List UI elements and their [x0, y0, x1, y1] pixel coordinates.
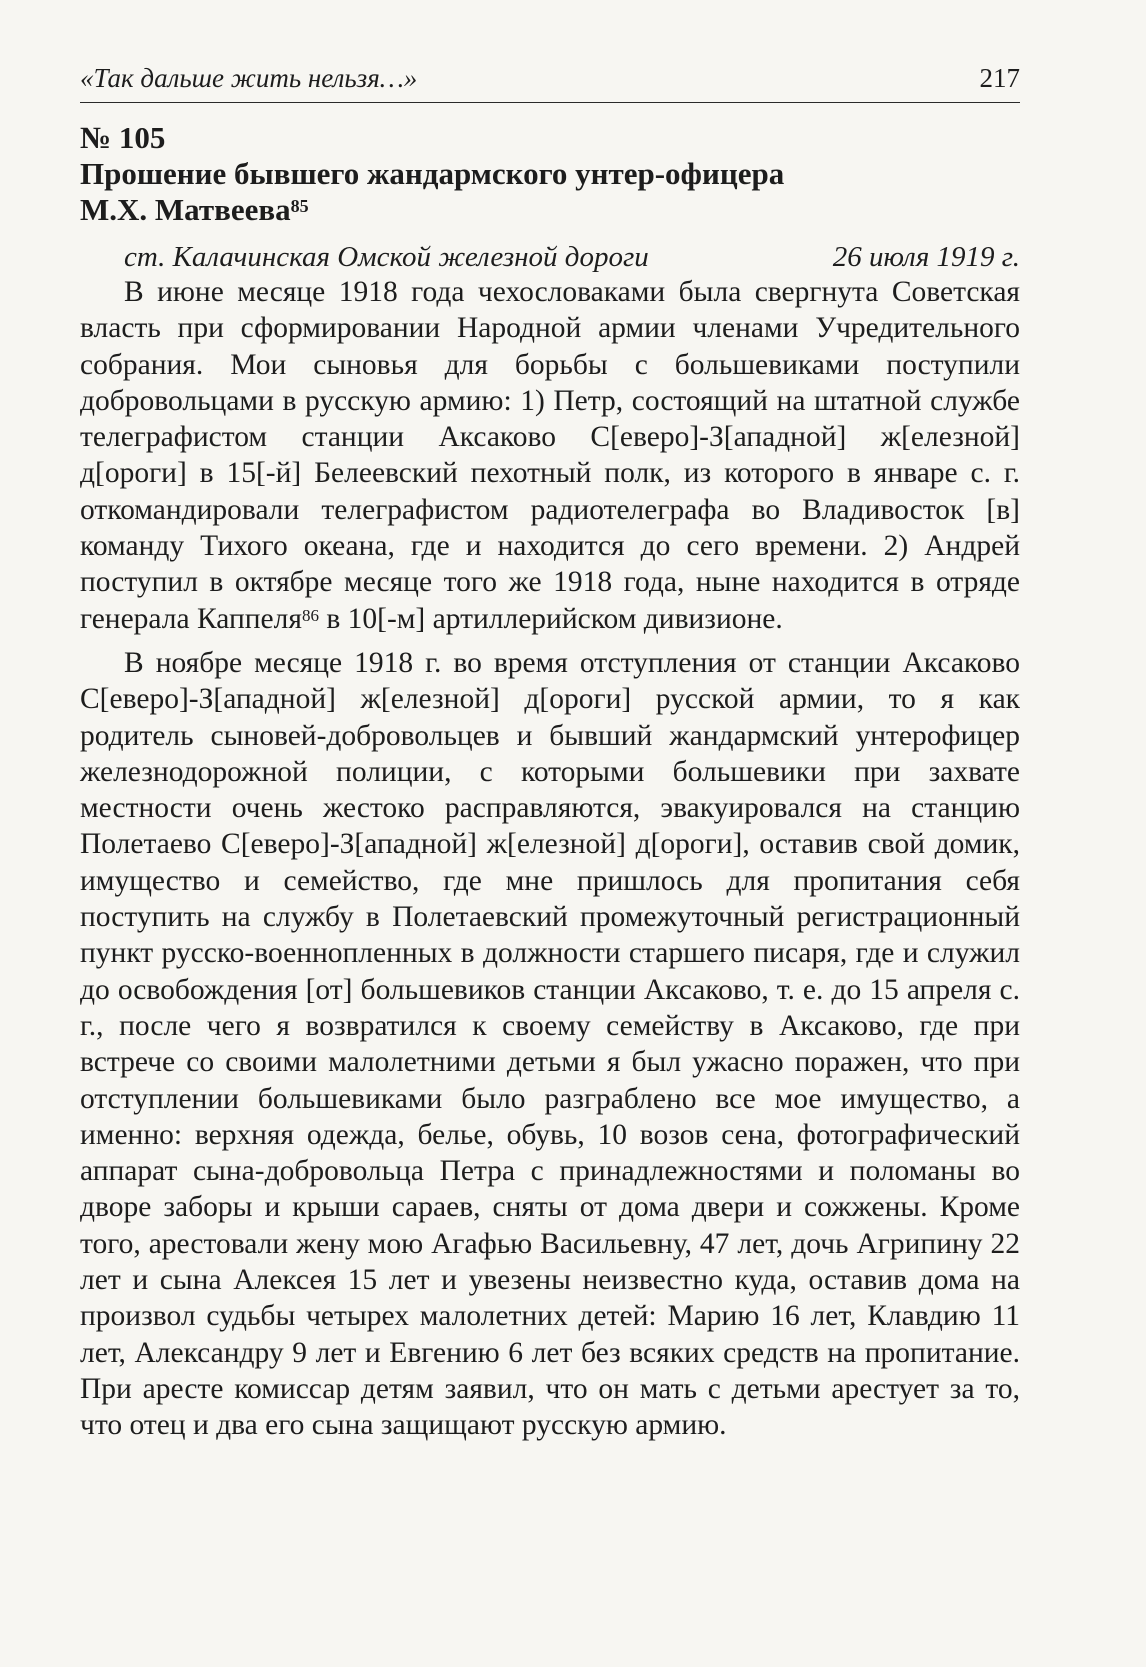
footnote-ref-86: 86	[301, 605, 319, 625]
document-body	[80, 274, 1020, 1444]
document-number: № 105	[80, 120, 166, 155]
paragraph-2: В ноябре месяце 1918 г. во время отступления от станции Аксаково С[еверо]-З[ападной] ж[елезной] д[ороги] русской армии, то я как родитель сыновей-добровольцев и бывший жандармский унтерофицер железнодорожной полиции, с которыми большевики при захвате местности очень жестоко расправляются, эвакуировался на станцию Полетаево С[еверо]-З[ападной] ж[елезной] д[ороги], оставив свой домик, имущество и семейство, где мне пришлось для пропитания себя поступить на службу в Полетаевский промежуточный регистрационный пункт русско-военнопленных в должности старшего писаря, где и служил до освобождения [от] большевиков станции Аксаково, т. е. до 15 апреля с. г., после чего я возвратился к своему семейству в Аксаково, где при встрече со своими малолетними детьми я был ужасно поражен, что при отступлении большевиками было разграблено все мое имущество, а именно: верхняя одежда, белье, обувь, 10 возов сена, фотографический аппарат сына-добровольца Петра с принадлежностями и поломаны во дворе заборы и крыши сараев, сняты от дома двери и сожжены. Кроме того, арестовали жену мою Агафью Васильевну, 47 лет, дочь Агрипину 22 лет и сына Алексея 15 лет и увезены неизвестно куда, оставив дома на произвол судьбы четырех малолетних детей: Марию 16 лет, Клавдию 11 лет, Александру 9 лет и Евгению 6 лет без всяких средств на пропитание. При аресте комиссар детям заявил, что он мать с детьми арестует за то, что отец и два его сына защищают русскую армию.	[80, 646, 1020, 1442]
running-header	[80, 62, 1020, 103]
document-title-name: М.Х. Матвеева	[80, 192, 291, 227]
footnote-ref-85: 85	[290, 196, 309, 216]
document-place: ст. Калачинская Омской железной дороги	[124, 241, 649, 273]
document-heading	[80, 120, 1020, 228]
dateline	[124, 240, 1020, 274]
document-date: 26 июля 1919 г.	[832, 241, 1020, 273]
paragraph-1	[80, 274, 1020, 637]
running-title: «Так дальше жить нельзя…»	[80, 63, 418, 93]
document-title-line2	[80, 192, 1020, 228]
paragraph-1-text: В июне месяце 1918 года чехословаками была свергнута Советская власть при сформировании Народной армии членами Учредительного собрания. Мои сыновья для борьбы с большевиками поступили добровольцами в русскую армию: 1) Петр, состоящий на штатной службе телеграфистом станции Аксаково С[еверо]-З[ападной] ж[елезной] д[ороги] в 15[-й] Белеевский пехотный полк, из которого в январе с. г. откомандировали телеграфистом радиотелеграфа во Владивосток [в] команду Тихого океана, где и находится до сего времени. 2) Андрей поступил в октябре месяце того же 1918 года, ныне находится в отряде генерала Каппеля	[80, 276, 1020, 635]
document-title-line1: Прошение бывшего жандармского унтер-офицера	[80, 156, 785, 191]
paragraph-1-text-end: в 10[-м] артиллерийском дивизионе.	[318, 602, 783, 635]
page-number: 217	[979, 63, 1020, 93]
